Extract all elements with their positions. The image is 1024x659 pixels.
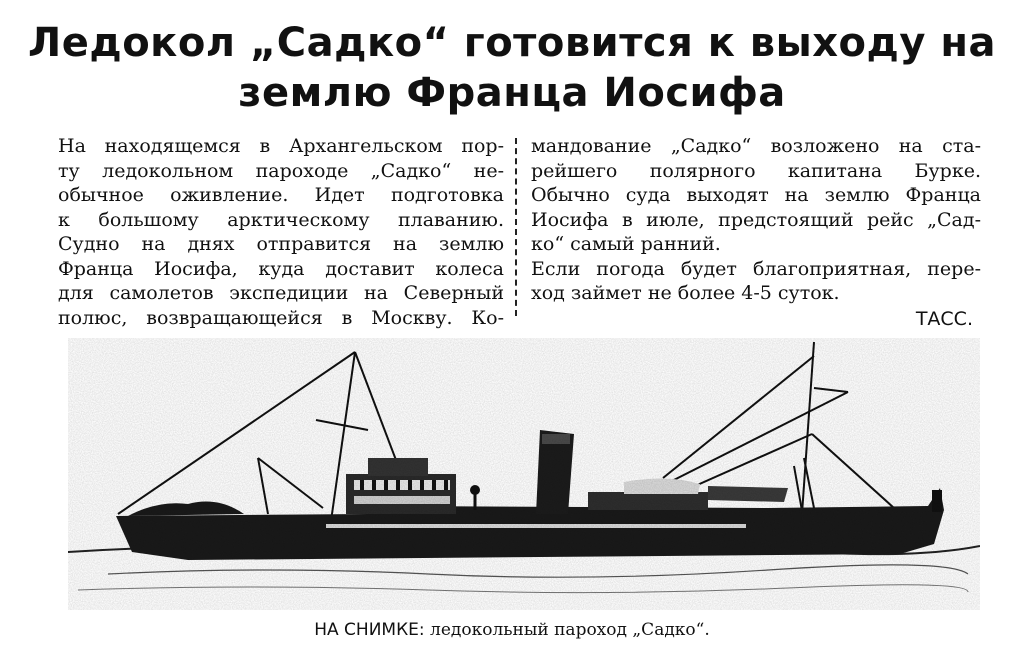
text-line: рейшего полярного капитана Бурке.: [531, 159, 981, 182]
article-column-left: [58, 134, 504, 330]
text-line: ту ледокольном пароходе „Садко“ не-: [58, 159, 504, 182]
text-line: Судно на днях отправится на землю: [58, 233, 504, 255]
text-line: ко“ самый ранний.: [531, 233, 721, 255]
column-rule: [515, 138, 517, 316]
text-line: Иосифа в июле, предстоящий рейс „Сад-: [531, 208, 981, 231]
caption-text: ледокольный пароход „Садко“.: [430, 620, 710, 640]
headline-line-2: землю Франца Иосифа: [238, 70, 786, 116]
text-line: ход займет не более 4-5 суток.: [531, 282, 840, 304]
text-line: На находящемся в Архангельском пор-: [58, 135, 504, 157]
text-line: полюс, возвращающейся в Москву. Ко-: [58, 306, 504, 329]
photo-caption: [0, 619, 1024, 641]
text-line: мандование „Садко“ возложено на ста-: [531, 135, 981, 157]
text-line: для самолетов экспедиции на Северный: [58, 282, 504, 304]
text-line: к большому арктическому плаванию.: [58, 208, 504, 231]
text-line: обычное оживление. Идет подготовка: [58, 184, 504, 206]
ship-photo: [68, 338, 980, 610]
text-line: Обычно суда выходят на землю Франца: [531, 184, 981, 206]
caption-lead: НА СНИМКЕ:: [314, 620, 425, 640]
text-line: Франца Иосифа, куда доставит колеса: [58, 257, 504, 280]
byline-tass: ТАСС.: [915, 307, 973, 330]
article-column-right: [531, 134, 981, 331]
text-line: Если погода будет благоприятная, пере-: [531, 257, 981, 280]
headline-line-1: Ледокол „Садко“ готовится к выходу на: [28, 20, 996, 66]
article-headline: [0, 18, 1024, 118]
